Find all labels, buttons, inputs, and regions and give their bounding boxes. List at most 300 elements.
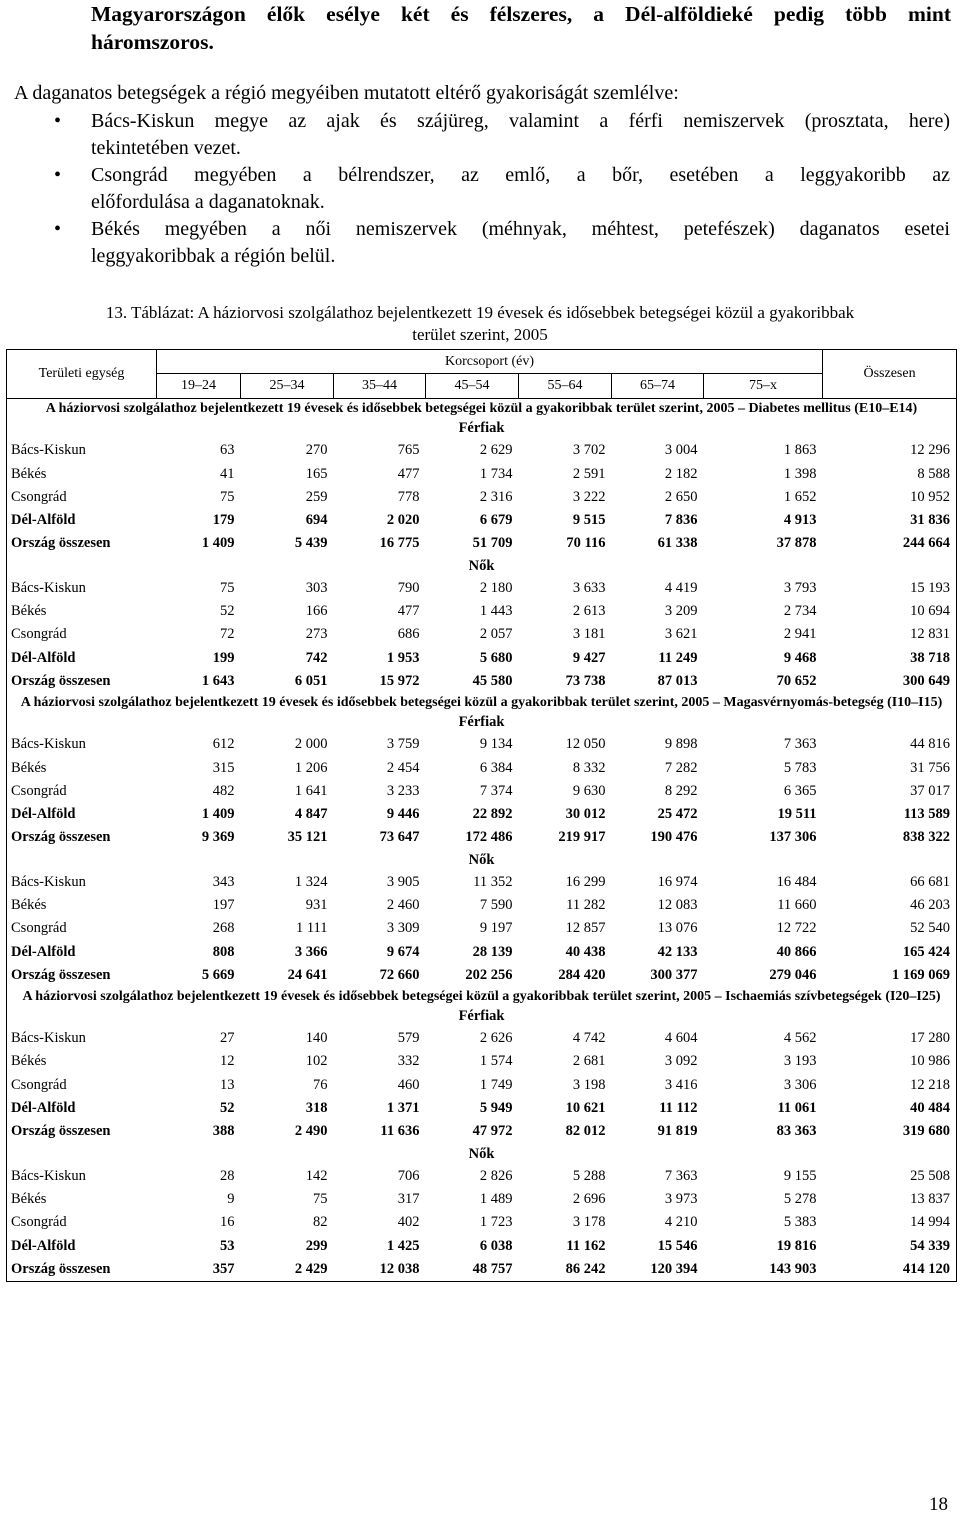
value-cell: 3 004 <box>664 442 698 459</box>
total-cell: 66 681 <box>910 873 951 890</box>
table-row <box>7 802 957 825</box>
caption-line-1: 13. Táblázat: A háziorvosi szolgálathoz bejelentkezett 19 évesek és idősebbek betegségei közül a gyakoribbak <box>105 303 855 322</box>
value-cell: 75 <box>220 488 235 505</box>
value-cell: 76 <box>313 1076 328 1093</box>
value-cell: 11 636 <box>380 1123 420 1140</box>
value-cell: 4 913 <box>783 512 817 529</box>
value-cell: 6 384 <box>479 759 513 776</box>
value-cell: 63 <box>220 442 235 459</box>
value-cell: 52 <box>220 603 235 620</box>
value-cell: 694 <box>305 512 328 529</box>
value-cell: 259 <box>305 488 328 505</box>
row-label: Bács-Kiskun <box>11 442 86 459</box>
value-cell: 2 182 <box>664 465 698 482</box>
value-cell: 790 <box>397 579 420 596</box>
table-row <box>7 1257 957 1281</box>
value-cell: 3 092 <box>664 1053 698 1070</box>
value-cell: 1 425 <box>386 1237 420 1254</box>
table-row <box>7 439 957 462</box>
value-cell: 8 292 <box>664 782 698 799</box>
value-cell: 5 278 <box>783 1190 817 1207</box>
group-label: Férfiak <box>458 420 505 437</box>
value-cell: 7 374 <box>479 782 513 799</box>
total-cell: 46 203 <box>910 896 951 913</box>
row-label: Csongrád <box>11 488 67 505</box>
table-row <box>7 733 957 756</box>
value-cell: 9 155 <box>783 1167 817 1184</box>
value-cell: 75 <box>220 579 235 596</box>
age-group-header: 65–74 <box>612 374 704 398</box>
caption-line-2: terület szerint, 2005 <box>412 325 548 344</box>
bullet-line: tekintetében vezet. <box>91 137 241 159</box>
value-cell: 10 621 <box>565 1100 606 1117</box>
value-cell: 5 783 <box>783 759 817 776</box>
value-cell: 11 061 <box>777 1100 817 1117</box>
value-cell: 3 905 <box>386 873 420 890</box>
value-cell: 25 472 <box>657 806 698 823</box>
value-cell: 2 490 <box>294 1123 328 1140</box>
row-label: Dél-Alföld <box>11 1237 76 1254</box>
section-title-row <box>7 398 957 418</box>
value-cell: 42 133 <box>657 943 698 960</box>
value-cell: 1 371 <box>386 1100 420 1117</box>
value-cell: 3 222 <box>572 488 606 505</box>
value-cell: 7 590 <box>479 896 513 913</box>
value-cell: 7 282 <box>664 759 698 776</box>
value-cell: 2 454 <box>386 759 420 776</box>
row-label: Dél-Alföld <box>11 512 76 529</box>
value-cell: 16 484 <box>776 873 817 890</box>
value-cell: 7 363 <box>783 736 817 753</box>
total-cell: 52 540 <box>910 920 951 937</box>
value-cell: 11 282 <box>566 896 606 913</box>
row-label: Csongrád <box>11 920 67 937</box>
value-cell: 1 574 <box>479 1053 513 1070</box>
value-cell: 2 941 <box>783 626 817 643</box>
total-cell: 165 424 <box>902 943 951 960</box>
value-cell: 6 038 <box>479 1237 513 1254</box>
value-cell: 579 <box>397 1030 420 1047</box>
value-cell: 7 363 <box>664 1167 698 1184</box>
value-cell: 1 749 <box>479 1076 513 1093</box>
value-cell: 4 419 <box>664 579 698 596</box>
table-row <box>7 779 957 802</box>
header-unit: Területi egység <box>7 350 157 399</box>
value-cell: 47 972 <box>472 1123 513 1140</box>
value-cell: 315 <box>212 759 235 776</box>
value-cell: 16 974 <box>657 873 698 890</box>
value-cell: 5 439 <box>294 535 328 552</box>
group-label: Nők <box>468 851 495 868</box>
value-cell: 199 <box>212 649 235 666</box>
value-cell: 3 209 <box>664 603 698 620</box>
row-label: Ország összesen <box>11 535 111 552</box>
value-cell: 202 256 <box>465 966 513 983</box>
value-cell: 279 046 <box>769 966 817 983</box>
age-group-header: 19–24 <box>157 374 241 398</box>
value-cell: 2 681 <box>572 1053 606 1070</box>
value-cell: 284 420 <box>558 966 606 983</box>
row-label: Bács-Kiskun <box>11 1030 86 1047</box>
total-cell: 31 756 <box>910 759 951 776</box>
row-label: Csongrád <box>11 1076 67 1093</box>
group-label-row <box>7 849 957 870</box>
value-cell: 3 759 <box>386 736 420 753</box>
value-cell: 11 352 <box>473 873 513 890</box>
age-group-header: 75–x <box>704 374 823 398</box>
lead-line-2: háromszoros. <box>91 30 214 54</box>
value-cell: 70 116 <box>566 535 606 552</box>
row-label: Békés <box>11 603 47 620</box>
table-caption <box>0 302 960 346</box>
value-cell: 1 953 <box>386 649 420 666</box>
value-cell: 778 <box>397 488 420 505</box>
value-cell: 3 793 <box>783 579 817 596</box>
value-cell: 91 819 <box>657 1123 698 1140</box>
value-cell: 219 917 <box>558 829 606 846</box>
value-cell: 52 <box>220 1100 235 1117</box>
row-label: Dél-Alföld <box>11 1100 76 1117</box>
page-number: 18 <box>929 1494 948 1515</box>
total-cell: 244 664 <box>902 535 951 552</box>
row-label: Csongrád <box>11 782 67 799</box>
value-cell: 3 366 <box>294 943 328 960</box>
table-row <box>7 623 957 646</box>
table-row <box>7 893 957 916</box>
bullet-item <box>0 216 950 270</box>
value-cell: 2 591 <box>572 465 606 482</box>
value-cell: 3 309 <box>386 920 420 937</box>
value-cell: 19 511 <box>777 806 817 823</box>
value-cell: 477 <box>397 603 420 620</box>
total-cell: 10 694 <box>910 603 951 620</box>
section-title: A háziorvosi szolgálathoz bejelentkezett 19 évesek és idősebbek betegségei közül a gyakoribbak terület szerint, 2005 – Diabetes mellitus (E10–E14) <box>45 400 918 416</box>
value-cell: 9 134 <box>479 736 513 753</box>
group-label-row <box>7 1143 957 1164</box>
table-body <box>7 398 957 1281</box>
value-cell: 70 652 <box>776 672 817 689</box>
value-cell: 273 <box>305 626 328 643</box>
value-cell: 4 210 <box>664 1214 698 1231</box>
total-cell: 1 169 069 <box>892 966 951 983</box>
value-cell: 28 139 <box>472 943 513 960</box>
total-cell: 10 986 <box>910 1053 951 1070</box>
value-cell: 808 <box>212 943 235 960</box>
table-row <box>7 1120 957 1143</box>
total-cell: 838 322 <box>902 829 951 846</box>
value-cell: 16 299 <box>565 873 606 890</box>
value-cell: 300 377 <box>650 966 698 983</box>
value-cell: 482 <box>212 782 235 799</box>
table-row <box>7 508 957 531</box>
age-group-header: 25–34 <box>241 374 334 398</box>
section-title-row <box>7 987 957 1006</box>
row-label: Békés <box>11 759 47 776</box>
table-row <box>7 1187 957 1210</box>
value-cell: 706 <box>397 1167 420 1184</box>
value-cell: 1 111 <box>295 920 328 937</box>
row-label: Bács-Kiskun <box>11 579 86 596</box>
total-cell: 54 339 <box>910 1237 951 1254</box>
value-cell: 1 652 <box>783 488 817 505</box>
value-cell: 9 197 <box>479 920 513 937</box>
total-cell: 8 588 <box>917 465 951 482</box>
lead-paragraph <box>91 0 951 56</box>
value-cell: 1 409 <box>201 806 235 823</box>
total-cell: 12 831 <box>910 626 951 643</box>
header-total: Összesen <box>823 350 957 399</box>
table-row <box>7 669 957 692</box>
row-label: Békés <box>11 896 47 913</box>
value-cell: 40 866 <box>776 943 817 960</box>
value-cell: 1 489 <box>479 1190 513 1207</box>
total-cell: 38 718 <box>910 649 951 666</box>
value-cell: 51 709 <box>472 535 513 552</box>
value-cell: 1 641 <box>294 782 328 799</box>
value-cell: 1 643 <box>201 672 235 689</box>
total-cell: 12 296 <box>910 442 951 459</box>
value-cell: 742 <box>305 649 328 666</box>
value-cell: 1 324 <box>294 873 328 890</box>
bullet-line: • Békés megyében a női nemiszervek (méhnyak, méhtest, petefészek) daganatos esetei <box>91 218 950 240</box>
total-cell: 300 649 <box>902 672 951 689</box>
value-cell: 4 847 <box>294 806 328 823</box>
statistics-table <box>6 349 957 1282</box>
table-row <box>7 485 957 508</box>
row-label: Csongrád <box>11 626 67 643</box>
value-cell: 1 723 <box>479 1214 513 1231</box>
total-cell: 44 816 <box>910 736 951 753</box>
value-cell: 11 112 <box>659 1100 698 1117</box>
table-row <box>7 1073 957 1096</box>
value-cell: 165 <box>305 465 328 482</box>
total-cell: 113 589 <box>903 806 951 823</box>
table-row <box>7 917 957 940</box>
value-cell: 5 680 <box>479 649 513 666</box>
group-label: Nők <box>468 557 495 574</box>
section-title: A háziorvosi szolgálathoz bejelentkezett 19 évesek és idősebbek betegségei közül a gyakoribbak terület szerint, 2005 – Magasvérnyomás-betegség (I10–I15) <box>20 694 943 710</box>
value-cell: 2 613 <box>572 603 606 620</box>
table-row <box>7 1050 957 1073</box>
value-cell: 3 193 <box>783 1053 817 1070</box>
total-cell: 414 120 <box>823 1257 957 1281</box>
value-cell: 2 180 <box>479 579 513 596</box>
bullet-item <box>0 108 950 162</box>
value-cell: 270 <box>305 442 328 459</box>
value-cell: 15 972 <box>379 672 420 689</box>
value-cell: 166 <box>305 603 328 620</box>
value-cell: 1 734 <box>479 465 513 482</box>
age-group-header: 45–54 <box>426 374 519 398</box>
row-label: Ország összesen <box>11 829 111 846</box>
row-label: Bács-Kiskun <box>11 873 86 890</box>
value-cell: 9 468 <box>783 649 817 666</box>
value-cell: 40 438 <box>565 943 606 960</box>
value-cell: 303 <box>305 579 328 596</box>
value-cell: 1 206 <box>294 759 328 776</box>
value-cell: 357 <box>157 1257 241 1281</box>
table-row <box>7 826 957 849</box>
row-label: Ország összesen <box>11 1123 111 1140</box>
value-cell: 61 338 <box>657 535 698 552</box>
value-cell: 82 <box>313 1214 328 1231</box>
value-cell: 86 242 <box>519 1257 612 1281</box>
value-cell: 686 <box>397 626 420 643</box>
value-cell: 3 198 <box>572 1076 606 1093</box>
value-cell: 612 <box>212 736 235 753</box>
bullet-line: leggyakoribbak a régión belül. <box>91 245 336 267</box>
row-label: Bács-Kiskun <box>11 736 86 753</box>
value-cell: 5 949 <box>479 1100 513 1117</box>
value-cell: 120 394 <box>612 1257 704 1281</box>
value-cell: 3 621 <box>664 626 698 643</box>
value-cell: 318 <box>305 1100 328 1117</box>
group-label-row <box>7 1006 957 1027</box>
value-cell: 13 076 <box>657 920 698 937</box>
value-cell: 16 <box>220 1214 235 1231</box>
value-cell: 3 416 <box>664 1076 698 1093</box>
value-cell: 82 012 <box>565 1123 606 1140</box>
value-cell: 1 409 <box>201 535 235 552</box>
group-label-row <box>7 555 957 576</box>
value-cell: 2 020 <box>386 512 420 529</box>
total-cell: 13 837 <box>910 1190 951 1207</box>
value-cell: 5 383 <box>783 1214 817 1231</box>
value-cell: 6 051 <box>294 672 328 689</box>
table-row <box>7 462 957 485</box>
value-cell: 190 476 <box>650 829 698 846</box>
row-label: Dél-Alföld <box>11 806 76 823</box>
row-label: Ország összesen <box>11 966 111 983</box>
value-cell: 11 162 <box>566 1237 606 1254</box>
bullet-list <box>0 108 950 270</box>
value-cell: 1 443 <box>479 603 513 620</box>
row-label: Dél-Alföld <box>11 943 76 960</box>
value-cell: 102 <box>305 1053 328 1070</box>
value-cell: 332 <box>397 1053 420 1070</box>
value-cell: 6 679 <box>479 512 513 529</box>
value-cell: 4 604 <box>664 1030 698 1047</box>
row-label: Békés <box>11 1190 47 1207</box>
value-cell: 73 647 <box>379 829 420 846</box>
value-cell: 27 <box>220 1030 235 1047</box>
group-label-row <box>7 418 957 439</box>
value-cell: 28 <box>220 1167 235 1184</box>
row-label: Csongrád <box>11 1214 67 1231</box>
table-row <box>7 1027 957 1050</box>
table-row <box>7 1164 957 1187</box>
section-title: A háziorvosi szolgálathoz bejelentkezett 19 évesek és idősebbek betegségei közül a gyakoribbak terület szerint, 2005 – Ischaemiás szívbetegségek (I20–I25) <box>22 988 941 1004</box>
value-cell: 30 012 <box>565 806 606 823</box>
value-cell: 53 <box>220 1237 235 1254</box>
row-label: Dél-Alföld <box>11 649 76 666</box>
value-cell: 22 892 <box>472 806 513 823</box>
total-cell: 37 017 <box>910 782 951 799</box>
statistics-table-wrapper <box>6 349 956 1282</box>
value-cell: 142 <box>305 1167 328 1184</box>
value-cell: 140 <box>305 1030 328 1047</box>
value-cell: 317 <box>397 1190 420 1207</box>
value-cell: 72 660 <box>379 966 420 983</box>
value-cell: 12 083 <box>657 896 698 913</box>
value-cell: 4 742 <box>572 1030 606 1047</box>
value-cell: 299 <box>305 1237 328 1254</box>
value-cell: 6 365 <box>783 782 817 799</box>
total-cell: 12 218 <box>910 1076 951 1093</box>
row-label: Békés <box>11 1053 47 1070</box>
row-label: Ország összesen <box>7 1257 157 1281</box>
value-cell: 13 <box>220 1076 235 1093</box>
value-cell: 16 775 <box>379 535 420 552</box>
table-row <box>7 599 957 622</box>
total-cell: 40 484 <box>910 1100 951 1117</box>
age-group-header: 55–64 <box>519 374 612 398</box>
total-cell: 25 508 <box>910 1167 951 1184</box>
value-cell: 83 363 <box>776 1123 817 1140</box>
group-label: Férfiak <box>458 714 505 731</box>
total-cell: 17 280 <box>910 1030 951 1047</box>
value-cell: 3 233 <box>386 782 420 799</box>
value-cell: 3 178 <box>572 1214 606 1231</box>
bullet-line: • Bács-Kiskun megye az ajak és szájüreg, valamint a férfi nemiszervek (prosztata, here) <box>91 110 950 132</box>
value-cell: 143 903 <box>704 1257 823 1281</box>
age-group-header: 35–44 <box>334 374 426 398</box>
value-cell: 172 486 <box>465 829 513 846</box>
bullet-item <box>0 162 950 216</box>
value-cell: 4 562 <box>783 1030 817 1047</box>
value-cell: 765 <box>397 442 420 459</box>
value-cell: 9 446 <box>386 806 420 823</box>
value-cell: 197 <box>212 896 235 913</box>
header-age-group: Korcsoport (év) <box>157 350 823 374</box>
value-cell: 87 013 <box>657 672 698 689</box>
value-cell: 9 369 <box>201 829 235 846</box>
value-cell: 137 306 <box>769 829 817 846</box>
value-cell: 388 <box>212 1123 235 1140</box>
value-cell: 2 057 <box>479 626 513 643</box>
table-row <box>7 870 957 893</box>
value-cell: 5 669 <box>201 966 235 983</box>
value-cell: 37 878 <box>776 535 817 552</box>
value-cell: 3 306 <box>783 1076 817 1093</box>
total-cell: 31 836 <box>910 512 951 529</box>
value-cell: 460 <box>397 1076 420 1093</box>
table-row <box>7 576 957 599</box>
bullet-line: • Csongrád megyében a bélrendszer, az emlő, a bőr, esetében a leggyakoribb az <box>91 164 950 186</box>
value-cell: 2 429 <box>241 1257 334 1281</box>
value-cell: 2 000 <box>294 736 328 753</box>
table-row <box>7 1211 957 1234</box>
value-cell: 1 863 <box>783 442 817 459</box>
value-cell: 12 050 <box>565 736 606 753</box>
total-cell: 319 680 <box>902 1123 951 1140</box>
value-cell: 9 630 <box>572 782 606 799</box>
value-cell: 5 288 <box>572 1167 606 1184</box>
value-cell: 11 249 <box>658 649 698 666</box>
value-cell: 402 <box>397 1214 420 1231</box>
row-label: Békés <box>11 465 47 482</box>
value-cell: 343 <box>212 873 235 890</box>
table-row <box>7 646 957 669</box>
table-row <box>7 963 957 986</box>
group-label: Nők <box>468 1145 495 1162</box>
value-cell: 41 <box>220 465 235 482</box>
total-cell: 14 994 <box>910 1214 951 1231</box>
value-cell: 3 702 <box>572 442 606 459</box>
value-cell: 24 641 <box>287 966 328 983</box>
value-cell: 1 398 <box>783 465 817 482</box>
value-cell: 19 816 <box>776 1237 817 1254</box>
